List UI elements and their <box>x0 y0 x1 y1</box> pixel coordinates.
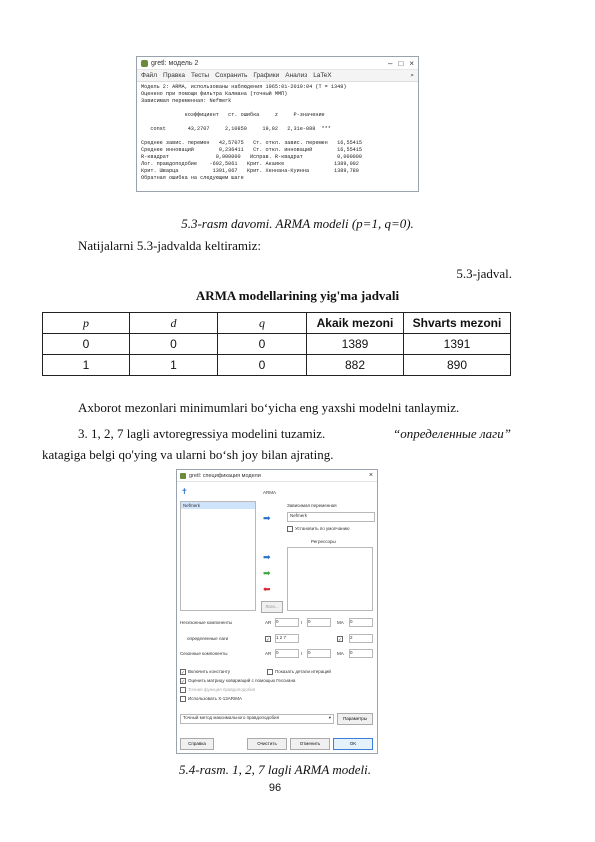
table-cell: 1 <box>43 355 130 376</box>
help-button[interactable]: Справка <box>180 738 214 750</box>
minimize-icon[interactable]: – <box>388 58 393 68</box>
gretl-app-icon <box>180 473 186 479</box>
intro-text: Natijalarni 5.3-jadvalda keltiramiz: <box>78 238 262 253</box>
clear-button[interactable]: Очистить <box>247 738 287 750</box>
parameters-button[interactable]: Параметры <box>337 713 373 725</box>
close-icon[interactable]: × <box>409 58 414 68</box>
arrow-right-icon[interactable]: ➡ <box>263 513 271 523</box>
arrow-right-icon[interactable]: ➡ <box>263 552 271 562</box>
table-header-row <box>43 313 511 334</box>
specific-ma-checkbox[interactable]: ✓ <box>338 637 342 642</box>
figure-caption-2: 5.4-rasm. 1, 2, 7 lagli ARMA modeli. <box>179 762 371 777</box>
table-cell: 1389 <box>307 334 404 355</box>
table-cell: 0 <box>218 355 307 376</box>
header-q: q <box>218 313 307 334</box>
ar-label: AR <box>265 620 272 625</box>
table-label: 5.3-jadval. <box>456 266 512 281</box>
x13-checkbox[interactable]: Использовать X-13ARIMA <box>180 696 242 702</box>
table-cell: 0 <box>43 334 130 355</box>
i-label: I <box>301 620 303 625</box>
menu-item-graphs[interactable]: Графики <box>253 72 280 79</box>
model-type-label: ARMA <box>263 490 277 495</box>
dialog-titlebar <box>177 470 377 482</box>
window-title: gretl: модель 2 <box>151 59 199 67</box>
table-cell: 0 <box>130 334 218 355</box>
window-titlebar <box>137 57 418 70</box>
specific-lags-label: определенные лаги <box>187 636 229 641</box>
list-item[interactable]: Nefmerk <box>181 502 255 509</box>
estimation-method-select[interactable]: Точный метод максимального правдоподобия ▾ <box>180 714 334 724</box>
seasonal-ar-field[interactable]: 0 <box>275 649 299 658</box>
menu-item-latex[interactable]: LaTeX <box>313 72 332 79</box>
specific-ar-lags-field[interactable]: 1 2 7 <box>275 634 299 643</box>
add-icon[interactable]: ✝ <box>181 487 188 496</box>
paragraph-step3-continued: katagiga belgi qo'ying va ularni bo‘sh joy bilan ajrating. <box>42 447 334 462</box>
cancel-button[interactable]: Отменить <box>290 738 330 750</box>
specific-ma-lags-field[interactable]: 2 <box>349 634 373 643</box>
model-spec-dialog-screenshot <box>176 469 378 754</box>
ok-button[interactable]: OK <box>333 738 373 750</box>
show-iterations-checkbox[interactable]: Показать детали итераций <box>267 669 331 675</box>
table-cell: 1391 <box>404 334 511 355</box>
table-row <box>43 334 511 355</box>
include-constant-checkbox[interactable]: ✓ Включить константу <box>181 669 231 675</box>
regressors-label: Регрессоры <box>311 539 336 544</box>
seasonal-ma-field[interactable]: 0 <box>349 649 373 658</box>
close-icon[interactable]: × <box>368 472 373 479</box>
arrow-left-icon[interactable]: ⬅ <box>263 584 271 594</box>
nonseasonal-label: Несезонные компоненты <box>180 620 233 625</box>
seasonal-i-label: I <box>301 651 303 656</box>
paragraph-best-model: Axborot mezonlari minimumlari bo‘yicha eng yaxshi modelni tanlaymiz. <box>78 400 460 415</box>
table-cell: 890 <box>404 355 511 376</box>
header-p: p <box>43 313 130 334</box>
variable-list[interactable] <box>180 501 256 611</box>
table-cell: 882 <box>307 355 404 376</box>
model-output-screenshot <box>136 56 419 192</box>
seasonal-ar-label: AR <box>265 651 272 656</box>
menu-bar <box>137 70 418 82</box>
menu-item-analysis[interactable]: Анализ <box>285 72 308 79</box>
search-icon[interactable]: ⌕ <box>410 71 414 79</box>
step3-quote: “определенные лаги” <box>393 426 511 441</box>
lags-button[interactable]: Лаги... <box>261 601 283 613</box>
model-output-text: Модель 2: ARMA, использованы наблюдения 1965:01-2019:04 (T = 1348) Оценено при помощи фильтра Калмана (точный ММП) Зависимая переменная: Nefmerk коэффициент ст. ошибка z P-значение const 43,2707 2,10850 19,92 2,31e-088 *** Среднее завис. перемен 42,57075 Ст. откл. завис. перемен 16,55415 Среднее инноваций 0,236411 Ст. откл. инноваций 16,55415 R-квадрат 0,000000 Исправ. R-квадрат 0,000000 Лог. правдоподобие -692,5061 Крит. Акаике 1389,002 Крит. Шварца 1391,067 Крит. Хеннана-Куинна 1389,780 Обратная ошибка на следующем шаге <box>141 84 363 181</box>
seasonal-i-field[interactable]: 0 <box>307 649 331 658</box>
table-row <box>43 355 511 376</box>
hessian-checkbox[interactable]: ✓ Оценить матрицу ковариаций с помощью Гессиана <box>181 678 296 684</box>
arrow-right-green-icon[interactable]: ➡ <box>263 568 271 578</box>
ma-order-field[interactable]: 0 <box>349 618 373 627</box>
table-cell: 1 <box>130 355 218 376</box>
gretl-app-icon <box>141 60 148 67</box>
ma-label: MA <box>337 620 344 625</box>
regressors-list[interactable] <box>287 547 373 611</box>
menu-item-edit[interactable]: Правка <box>162 72 185 79</box>
menu-item-file[interactable]: Файл <box>141 72 157 79</box>
header-schwarz: Shvarts mezoni <box>404 313 511 334</box>
menu-item-save[interactable]: Сохранить <box>215 72 248 79</box>
seasonal-label: Сезонные компоненты <box>180 651 228 656</box>
arma-summary-table <box>42 312 511 376</box>
dep-var-field[interactable]: Nefmerk <box>287 512 375 522</box>
i-order-field[interactable]: 0 <box>307 618 331 627</box>
dep-var-label: Зависимая переменная <box>287 503 337 508</box>
menu-item-tests[interactable]: Тесты <box>190 72 210 79</box>
table-cell: 0 <box>218 334 307 355</box>
exact-likelihood-checkbox[interactable]: Точная функция правдоподобия <box>180 687 255 693</box>
paragraph-step3 <box>78 424 511 444</box>
header-d: d <box>130 313 218 334</box>
ar-order-field[interactable]: 0 <box>275 618 299 627</box>
dialog-title: gretl: спецификация модели <box>189 472 261 479</box>
set-default-checkbox[interactable]: Установить по умолчанию <box>287 526 350 532</box>
table-title: ARMA modellarining yig'ma jadvali <box>195 288 400 303</box>
specific-ar-checkbox[interactable]: ✓ <box>266 637 270 642</box>
chevron-down-icon: ▾ <box>328 715 331 720</box>
step3-text: 3. 1, 2, 7 lagli avtoregressiya modelini tuzamiz. <box>78 426 326 441</box>
seasonal-ma-label: MA <box>337 651 344 656</box>
page-number: 96 <box>268 782 282 794</box>
maximize-icon[interactable]: □ <box>398 58 404 68</box>
header-akaike: Akaik mezoni <box>307 313 404 334</box>
figure-caption-1: 5.3-rasm davomi. ARMA modeli (p=1, q=0). <box>181 216 414 231</box>
